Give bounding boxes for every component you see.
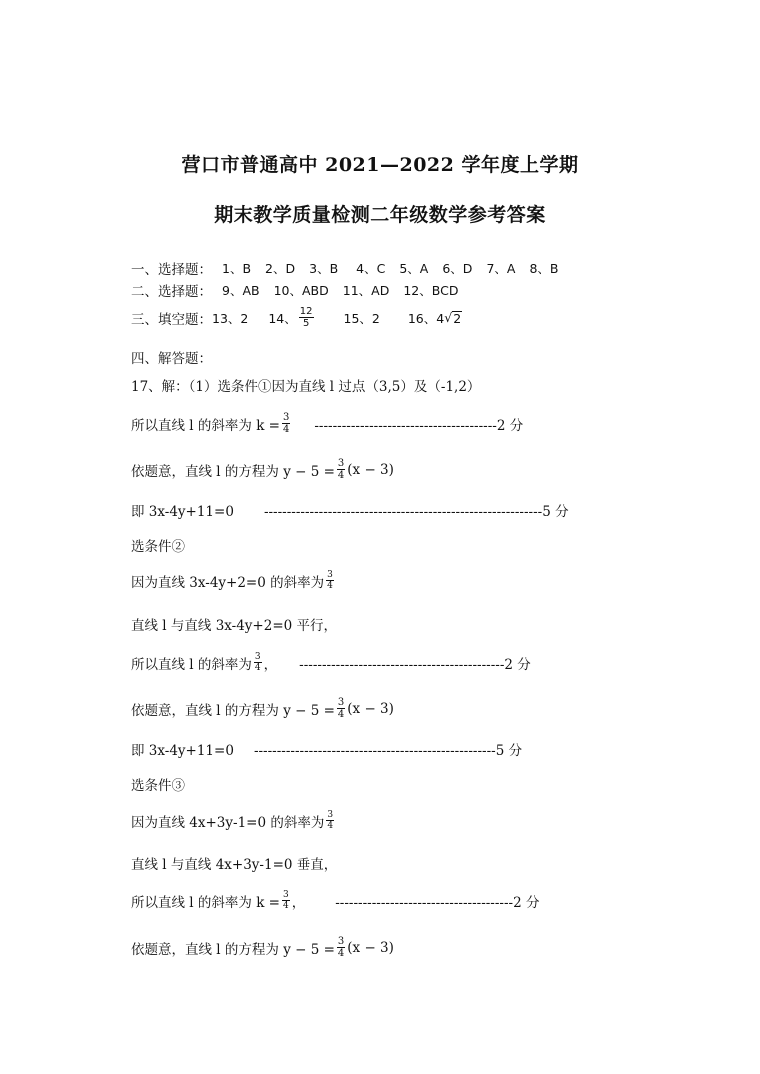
c3-eq-text: 依题意，直线 l 的方程为 y − 5 = (131, 941, 335, 958)
section1-row (131, 258, 559, 278)
c2-eq-text: 依题意，直线 l 的方程为 y − 5 = (131, 702, 335, 719)
c2-result-score: -----------------------------------------------------5 分 (253, 743, 523, 759)
c2-line1-text: 因为直线 3x-4y+2=0 的斜率为 (131, 574, 325, 591)
c2-line1-row (131, 570, 336, 591)
c2-line1-fraction (326, 570, 334, 591)
answer-11: 11、AD (342, 283, 390, 298)
c1-eq-text: 依题意，直线 l 的方程为 y − 5 = (131, 463, 335, 480)
c3-slope-row (131, 890, 540, 911)
c3-label: 选条件③ (131, 778, 185, 794)
answer-13: 13、2 (212, 310, 249, 326)
section4-row (131, 347, 212, 367)
fraction-numerator: 3 (337, 936, 345, 947)
answer-14-prefix: 14、 (268, 310, 297, 326)
answer-4: 4、C (356, 261, 386, 276)
fraction-denominator: 4 (254, 663, 261, 673)
c1-slope-score: ----------------------------------------2 分 (314, 417, 524, 434)
c3-line2: 直线 l 与直线 4x+3y-1=0 垂直， (131, 857, 338, 873)
c2-eq-fraction (337, 697, 345, 720)
fraction-denominator: 5 (302, 318, 310, 329)
c3-eq-row (131, 936, 394, 959)
c2-slope-row (131, 652, 531, 673)
answer-6: 6、D (442, 261, 473, 276)
fraction-numerator: 3 (254, 652, 261, 662)
fraction-denominator: 4 (282, 424, 290, 435)
answer-12: 12、BCD (403, 283, 459, 298)
c2-line2: 直线 l 与直线 3x-4y+2=0 平行， (131, 618, 338, 634)
fraction-numerator: 3 (327, 810, 334, 820)
fraction-numerator: 3 (337, 458, 345, 469)
c3-eq-tail: (x − 3) (347, 939, 394, 956)
c1-eq-fraction (337, 458, 345, 481)
sqrt-icon: √ (444, 310, 453, 325)
answer-10: 10、ABD (273, 283, 329, 298)
section3-row (131, 306, 462, 329)
fraction-denominator: 4 (282, 901, 289, 911)
c2-slope-score: ---------------------------------------------2 分 (299, 656, 531, 673)
c3-slope-score: ---------------------------------------2 分 (335, 894, 540, 911)
answer-16-radicand: 2 (453, 310, 462, 326)
section3-label: 三、填空题： (131, 311, 212, 328)
section1-label: 一、选择题： (131, 262, 212, 278)
c3-slope-after: ， (291, 894, 306, 911)
fraction-denominator: 4 (327, 821, 334, 831)
fraction-denominator: 4 (337, 948, 345, 959)
c3-line1-fraction (326, 810, 334, 831)
answer-2: 2、D (265, 261, 296, 276)
c2-result: 即 3x-4y+11=0 (131, 743, 234, 759)
title-line-2: 期末教学质量检测二年级数学参考答案 (214, 204, 546, 226)
c2-slope-fraction (254, 652, 262, 673)
c2-label: 选条件② (131, 539, 185, 555)
c3-slope-text: 所以直线 l 的斜率为 k = (131, 894, 280, 911)
c3-line1-text: 因为直线 4x+3y-1=0 的斜率为 (131, 814, 325, 831)
c1-slope-row (131, 412, 523, 435)
c1-slope-text: 所以直线 l 的斜率为 k = (131, 417, 280, 434)
c1-result-row (131, 500, 569, 520)
c2-result-row (131, 739, 522, 759)
c3-eq-fraction (337, 936, 345, 959)
answer-9: 9、AB (222, 283, 260, 298)
fraction-numerator: 3 (282, 890, 289, 900)
fraction-numerator: 3 (327, 570, 333, 580)
answer-8: 8、B (529, 261, 559, 276)
answer-7: 7、A (486, 261, 516, 276)
c3-line1-row (131, 810, 336, 831)
c2-eq-tail: (x − 3) (347, 700, 394, 717)
answer-16-prefix: 16、4 (407, 310, 445, 326)
answer-1: 1、B (222, 261, 252, 276)
c2-slope-after: ， (263, 656, 278, 673)
fraction-numerator: 3 (282, 412, 290, 423)
answer-15: 15、2 (343, 310, 380, 326)
q17-intro: 17、解：（1）选条件①因为直线 l 过点（3,5）及（-1,2） (131, 379, 481, 395)
fraction-numerator: 3 (337, 697, 345, 708)
fraction-denominator: 4 (327, 581, 333, 591)
answer-3: 3、B (309, 261, 339, 276)
c1-slope-fraction (282, 412, 290, 435)
c1-eq-row (131, 458, 394, 481)
c1-result: 即 3x-4y+11=0 (131, 504, 234, 520)
fraction-numerator: 12 (299, 306, 313, 317)
title-line-1: 营口市普通高中 2021—2022 学年度上学期 (181, 154, 579, 176)
section2-label: 二、选择题： (131, 284, 212, 300)
c2-slope-text: 所以直线 l 的斜率为 (131, 656, 252, 673)
fraction-denominator: 4 (337, 470, 345, 481)
c3-slope-fraction (282, 890, 290, 911)
answer-5: 5、A (399, 261, 429, 276)
c2-eq-row (131, 697, 394, 720)
answer-14-fraction (299, 306, 314, 329)
fraction-denominator: 4 (337, 709, 345, 720)
c1-eq-tail: (x − 3) (347, 461, 394, 478)
section2-row (131, 280, 458, 300)
c1-result-score: -------------------------------------------------------------5 分 (263, 504, 569, 520)
section4-label: 四、解答题： (131, 351, 212, 367)
